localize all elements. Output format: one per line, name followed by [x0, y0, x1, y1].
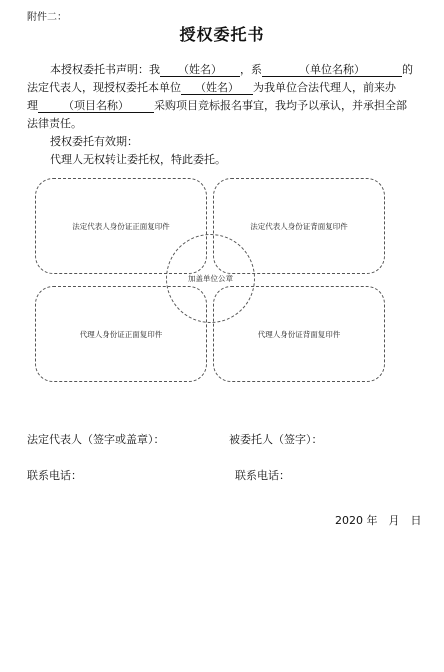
seal-label: 加盖单位公章 — [188, 274, 233, 283]
box-label: 法定代表人身份证背面复印件 — [250, 221, 348, 231]
blank-agent-name[interactable] — [181, 82, 253, 95]
blank-hint: （项目名称） — [63, 99, 129, 112]
text-declaration: 本授权委托书声明：我 — [50, 63, 160, 76]
blank-unit-name[interactable] — [262, 64, 402, 77]
company-seal-circle — [166, 234, 255, 323]
legal-rep-signature-label: 法定代表人（签字或盖章）： — [27, 433, 165, 446]
box-label: 代理人身份证背面复印件 — [257, 329, 341, 339]
blank-legal-rep-name[interactable] — [160, 64, 240, 77]
blank-project-name[interactable] — [38, 100, 154, 113]
box-label: 法定代表人身份证正面复印件 — [72, 221, 170, 231]
body-line-4: 法律责任。 — [27, 117, 82, 130]
text-legal-rep: 法定代表人，现授权委托本单位 — [27, 81, 181, 94]
blank-hint: （姓名） — [195, 81, 239, 94]
text-handle: 理 — [27, 99, 38, 112]
no-transfer-line: 代理人无权转让委托权，特此委托。 — [50, 153, 226, 166]
text-agent: 为我单位合法代理人，前来办 — [253, 81, 396, 94]
box-label: 代理人身份证正面复印件 — [79, 329, 163, 339]
body-line-3 — [27, 99, 407, 113]
body-line-1 — [50, 63, 413, 77]
text-procurement: 采购项目竞标报名事宜，我均予以承认，并承担全部 — [154, 99, 407, 112]
text-of: ，系 — [240, 63, 262, 76]
text-de: 的 — [402, 63, 413, 76]
validity-line: 授权委托有效期： — [50, 135, 138, 148]
blank-hint: （姓名） — [178, 63, 222, 76]
document-title: 授权委托书 — [179, 25, 265, 44]
agent-signature-label: 被委托人（签字）： — [229, 433, 323, 446]
legal-rep-phone-label: 联系电话： — [27, 469, 82, 482]
annex-label: 附件二： — [27, 12, 67, 23]
agent-phone-label: 联系电话： — [235, 469, 290, 482]
blank-hint: （单位名称） — [299, 63, 365, 76]
body-line-2 — [27, 81, 396, 95]
signing-date: 2020 年 月 日 — [335, 514, 422, 527]
